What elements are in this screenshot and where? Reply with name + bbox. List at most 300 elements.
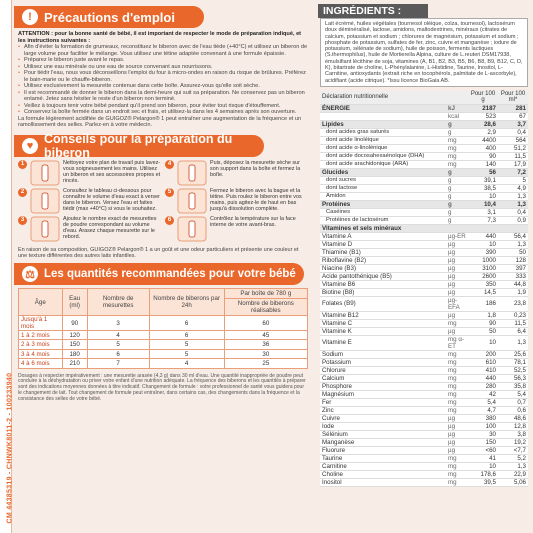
precaution-item: • Préparez le biberon juste avant le repas.: [18, 57, 308, 64]
nutrition-row: [320, 358, 528, 366]
nutrition-row: [320, 272, 528, 280]
col-per-box-sub: Nombre de biberons réalisables: [224, 299, 307, 316]
nutrition-cell-a: 42: [468, 390, 498, 398]
nutrition-cell-b: 35,8: [498, 382, 528, 390]
table-row: [19, 340, 308, 349]
nutrition-cell-u: mg: [446, 406, 468, 414]
nutrition-row: [320, 264, 528, 272]
nutrition-cell-b: 23,8: [498, 296, 528, 311]
nutrition-cell-b: 25,6: [498, 350, 528, 358]
step-text: Fermez le biberon avec la bague et la tétine. Puis roulez le biberon entre vos mains, puis agitez-le de haut en bas jusqu'à dissolution complète.: [210, 187, 302, 213]
nutrition-cell-u: mg: [446, 478, 468, 486]
step-text: Contrôlez la température sur la face interne de votre avant-bras.: [210, 215, 296, 228]
nutrition-cell-l: Niacine (B3): [320, 264, 446, 272]
nutrition-cell-a: 178,6: [468, 470, 498, 478]
nutrition-cell-u: µg-ER: [446, 232, 468, 240]
warning-icon: !: [22, 9, 38, 25]
cell-water: 90: [62, 316, 87, 331]
cell-water: 210: [62, 359, 87, 368]
nutrition-cell-l: Biotine (B8): [320, 288, 446, 296]
nutrition-cell-l: Iode: [320, 422, 446, 430]
nutrition-cell-a: 10: [468, 240, 498, 248]
nutrition-row: [320, 454, 528, 462]
nutrition-cell-b: 56,4: [498, 232, 528, 240]
nutrition-cell-a: 150: [468, 438, 498, 446]
nutrition-cell-u: mg: [446, 136, 468, 144]
nutrition-row: [320, 200, 528, 208]
nutrition-cell-b: 4,9: [498, 184, 528, 192]
nutrition-cell-a: 100: [468, 422, 498, 430]
nutrition-cell-a: 2600: [468, 272, 498, 280]
step-number: 2: [18, 188, 27, 197]
nutrition-cell-a: 38,5: [468, 184, 498, 192]
cell-scoops: 5: [87, 340, 149, 349]
step-number: 4: [165, 160, 174, 169]
nutrition-row: [320, 446, 528, 454]
precautions-text: [14, 28, 312, 132]
nutrition-cell-l: [320, 112, 446, 120]
nutrition-cell-a: 56: [468, 168, 498, 176]
nutrition-cell-b: 56,3: [498, 374, 528, 382]
nutrition-cell-a: 1,8: [468, 311, 498, 319]
nutrition-row: [320, 406, 528, 414]
nutrition-cell-a: 39,5: [468, 478, 498, 486]
nutrition-cell-u: µg: [446, 327, 468, 335]
nutrition-row: [320, 430, 528, 438]
precaution-item: • Utilisez exclusivement la mesurette contenue dans cette boîte. Assurez-vous qu'elle soit sèche.: [18, 83, 308, 90]
nutrition-cell-l: Sélénium: [320, 430, 446, 438]
nutrition-cell-a: 14,5: [468, 288, 498, 296]
nutrition-cell-u: µg: [446, 264, 468, 272]
ingredients-title: INGRÉDIENTS :: [318, 4, 428, 18]
nutrition-cell-l: Protéines de lactosérum: [320, 216, 446, 224]
nutrition-cell-a: 3,1: [468, 208, 498, 216]
step-illustration-icon: [30, 188, 60, 214]
cell-age: 2 à 3 mois: [19, 340, 63, 349]
cell-scoops: 7: [87, 359, 149, 368]
nutrition-row: [320, 160, 528, 168]
nutrition-cell-l: dont acide linoléique: [320, 136, 446, 144]
nutrition-cell-u: mg: [446, 390, 468, 398]
nutrition-cell-u: µg: [446, 311, 468, 319]
nutrition-cell-u: µg: [446, 414, 468, 422]
nutrition-cell-l: Taurine: [320, 454, 446, 462]
col-bottles: Nombre de biberons par 24h: [149, 289, 224, 316]
nutrition-row: [320, 240, 528, 248]
nutrition-cell-u: mg α-ET: [446, 335, 468, 350]
nutrition-cell-a: 7,3: [468, 216, 498, 224]
prep-title: Conseils pour la préparation du biberon: [44, 131, 233, 160]
nutrition-cell-u: µg: [446, 438, 468, 446]
cell-water: 120: [62, 331, 87, 340]
nutrition-cell-l: Vitamine B12: [320, 311, 446, 319]
scale-icon: ⚖: [22, 266, 38, 282]
left-column: [14, 0, 312, 533]
nutrition-cell-a: 28,6: [468, 120, 498, 128]
nutrition-cell-b: 3,8: [498, 430, 528, 438]
step-number: 3: [18, 216, 27, 225]
nutrition-cell-a: 90: [468, 152, 498, 160]
quantities-table: [18, 288, 308, 369]
nutrition-cell-a: 440: [468, 232, 498, 240]
nutrition-cell-a: 200: [468, 350, 498, 358]
nutrition-cell-l: Thiamine (B1): [320, 248, 446, 256]
prep-step: [18, 216, 161, 242]
nutrition-cell-l: Glucides: [320, 168, 446, 176]
step-illustration-icon: [177, 216, 207, 242]
nutrition-cell-b: 0,4: [498, 128, 528, 136]
nutrition-cell-b: 1,3: [498, 200, 528, 208]
nutrition-cell-l: Vitamine A: [320, 232, 446, 240]
quantities-header: [14, 263, 304, 285]
nutrition-cell-a: 10: [468, 192, 498, 200]
cell-water: 150: [62, 340, 87, 349]
nutrition-cell-l: dont lactose: [320, 184, 446, 192]
step-text: Puis, déposez la mesurette sèche sur son support dans la boîte et fermez la boîte.: [210, 159, 301, 178]
nutrition-cell-l: Inositol: [320, 478, 446, 486]
col-water: Eau (ml): [62, 289, 87, 316]
nutrition-cell-b: 44,8: [498, 280, 528, 288]
nutrition-cell-a: 440: [468, 374, 498, 382]
nutrition-cell-a: [468, 224, 498, 232]
nutrition-cell-b: 1,9: [498, 288, 528, 296]
nutrition-cell-u: mg: [446, 470, 468, 478]
nutrition-row: [320, 192, 528, 200]
nutrition-cell-b: 128: [498, 256, 528, 264]
prep-header: [14, 131, 264, 160]
nutrition-cell-l: Folates (B9): [320, 296, 446, 311]
table-row: [19, 316, 308, 331]
nutrition-cell-u: g: [446, 176, 468, 184]
nutrition-cell-a: 140: [468, 160, 498, 168]
nutrition-header-col1: Pour 100 g: [468, 91, 498, 105]
nutrition-cell-u: g: [446, 192, 468, 200]
nutrition-cell-b: 78,1: [498, 358, 528, 366]
nutrition-cell-a: 2,9: [468, 128, 498, 136]
nutrition-cell-l: Vitamine B6: [320, 280, 446, 288]
nutrition-cell-l: Fer: [320, 398, 446, 406]
nutrition-cell-b: 50: [498, 248, 528, 256]
step-illustration-icon: [177, 160, 207, 186]
nutrition-row: [320, 398, 528, 406]
nutrition-row: [320, 152, 528, 160]
nutrition-cell-u: µg: [446, 240, 468, 248]
nutrition-cell-u: µg: [446, 280, 468, 288]
col-scoops: Nombre de mesurettes: [87, 289, 149, 316]
nutrition-cell-l: Vitamine K: [320, 327, 446, 335]
prep-note: En raison de sa composition, GUIGOZ® Pelargon® 1 a un goût et une odeur particuliers et présente une couleur et une texture différentes des autres laits infantiles.: [18, 246, 299, 259]
quantities-title: Les quantités recommandées pour votre bébé: [44, 268, 296, 281]
nutrition-cell-l: dont acide α-linolénique: [320, 144, 446, 152]
nutrition-cell-u: µg: [446, 288, 468, 296]
cell-box: 30: [224, 349, 307, 358]
nutrition-cell-b: [498, 224, 528, 232]
nutrition-cell-u: mg: [446, 382, 468, 390]
precaution-item: • Il est recommandé de donner le biberon dans la demi-heure qui suit sa préparation. Ne conservez pas un biberon entamé. Jetez sans hésiter le reste d'un biberon non terminé.: [18, 90, 308, 103]
baby-bottle-icon: ♥: [22, 138, 38, 154]
nutrition-cell-a: 50: [468, 327, 498, 335]
nutrition-cell-u: mg: [446, 350, 468, 358]
nutrition-cell-b: 333: [498, 272, 528, 280]
nutrition-cell-b: 1,3: [498, 240, 528, 248]
nutrition-cell-b: 5,06: [498, 478, 528, 486]
nutrition-row: [320, 136, 528, 144]
nutrition-cell-l: dont sucres: [320, 176, 446, 184]
precautions-header: [14, 6, 204, 28]
nutrition-cell-l: Vitamine D: [320, 240, 446, 248]
nutrition-cell-l: Choline: [320, 470, 446, 478]
precautions-list: [18, 44, 308, 116]
nutrition-cell-b: 1,3: [498, 335, 528, 350]
precaution-item: • Afin d'éviter la formation de grumeaux, reconstituez le biberon avec de l'eau tiède (+40°C) et utilisez un biberon de large volume pour faciliter le mélange. Vous utilisez une tétine adaptée convenant à une formule épaissie.: [18, 44, 308, 57]
nutrition-row: [320, 144, 528, 152]
step-number: 5: [165, 188, 174, 197]
cell-age: Jusqu'à 1 mois: [19, 316, 63, 331]
nutrition-row: [320, 390, 528, 398]
nutrition-cell-a: 523: [468, 112, 498, 120]
precaution-item: • Veillez à toujours tenir votre bébé pendant qu'il prend son biberon, pour éviter tout risque d'étouffement.: [18, 103, 308, 110]
nutrition-cell-u: mg: [446, 160, 468, 168]
nutrition-row: [320, 128, 528, 136]
col-age: Âge: [19, 289, 63, 316]
nutrition-row: [320, 120, 528, 128]
nutrition-cell-b: 17,9: [498, 160, 528, 168]
nutrition-cell-a: 610: [468, 358, 498, 366]
nutrition-cell-l: Vitamine E: [320, 335, 446, 350]
nutrition-cell-u: µg-EFA: [446, 296, 468, 311]
nutrition-cell-b: 7,2: [498, 168, 528, 176]
nutrition-cell-u: mg: [446, 144, 468, 152]
nutrition-cell-l: Fluorure: [320, 446, 446, 454]
nutrition-cell-u: mg: [446, 374, 468, 382]
step-text: Consultez le tableau ci-dessous pour connaître le volume d'eau exact à verser dans le biberon. Versez l'eau et faites tiédir (max +40°C) si vous le souhaitez.: [63, 187, 160, 213]
nutrition-cell-a: 4,7: [468, 406, 498, 414]
nutrition-cell-u: kcal: [446, 112, 468, 120]
nutrition-cell-b: 3,7: [498, 120, 528, 128]
nutrition-cell-l: ÉNERGIE: [320, 104, 446, 112]
nutrition-cell-l: dont acide docosahexaénoïque (DHA): [320, 152, 446, 160]
nutrition-cell-l: Potassium: [320, 358, 446, 366]
cell-age: 4 à 6 mois: [19, 359, 63, 368]
nutrition-row: [320, 216, 528, 224]
precautions-title: Précautions d'emploi: [44, 9, 175, 25]
nutrition-row: [320, 104, 528, 112]
nutrition-row: [320, 288, 528, 296]
nutrition-cell-a: <60: [468, 446, 498, 454]
table-row: [19, 359, 308, 368]
step-illustration-icon: [30, 216, 60, 242]
cell-bottles: 5: [149, 349, 224, 358]
cell-bottles: 6: [149, 331, 224, 340]
nutrition-cell-b: <7,7: [498, 446, 528, 454]
nutrition-cell-a: 1000: [468, 256, 498, 264]
prep-steps: [14, 157, 312, 245]
precaution-item: • Pour tiédir l'eau, nous vous déconseillons l'emploi du four à micro-ondes en raison du risque de brûlures. Préférez le bain-marie ou le chauffe-biberon.: [18, 70, 308, 83]
nutrition-cell-a: 4400: [468, 136, 498, 144]
nutrition-cell-l: Lipides: [320, 120, 446, 128]
nutrition-row: [320, 462, 528, 470]
nutrition-cell-a: 10,4: [468, 200, 498, 208]
side-code: CM 44385319 - CHNWK8011-2 - 100233940: [6, 372, 14, 524]
cell-box: 45: [224, 331, 307, 340]
nutrition-cell-u: µg: [446, 256, 468, 264]
nutrition-cell-a: 30: [468, 430, 498, 438]
cell-bottles: 5: [149, 340, 224, 349]
nutrition-cell-a: 280: [468, 382, 498, 390]
cell-scoops: 4: [87, 331, 149, 340]
nutrition-cell-u: g: [446, 184, 468, 192]
nutrition-cell-b: 67: [498, 112, 528, 120]
nutrition-cell-b: 1,3: [498, 192, 528, 200]
nutrition-cell-b: 12,8: [498, 422, 528, 430]
nutrition-cell-b: 6,4: [498, 327, 528, 335]
cell-bottles: 6: [149, 316, 224, 331]
nutrition-cell-b: 1,3: [498, 462, 528, 470]
prep-step: [18, 188, 161, 214]
nutrition-cell-l: Sodium: [320, 350, 446, 358]
right-column: [318, 0, 530, 533]
nutrition-cell-b: 51,2: [498, 144, 528, 152]
precaution-item: • Utilisez une eau minérale ou une eau de source convenant aux nourrissons.: [18, 64, 308, 71]
cell-box: 25: [224, 359, 307, 368]
nutrition-cell-l: Zinc: [320, 406, 446, 414]
prep-step: [165, 188, 308, 214]
nutrition-cell-b: 11,5: [498, 152, 528, 160]
nutrition-cell-l: Chlorure: [320, 366, 446, 374]
nutrition-cell-a: 3100: [468, 264, 498, 272]
nutrition-row: [320, 311, 528, 319]
nutrition-row: [320, 438, 528, 446]
prep-step: [18, 160, 161, 186]
nutrition-cell-a: 380: [468, 414, 498, 422]
nutrition-cell-a: 10: [468, 335, 498, 350]
nutrition-cell-u: [446, 224, 468, 232]
nutrition-cell-a: 90: [468, 319, 498, 327]
nutrition-cell-a: 390: [468, 248, 498, 256]
cell-box: 36: [224, 340, 307, 349]
nutrition-cell-u: mg: [446, 152, 468, 160]
nutrition-cell-l: Amidon: [320, 192, 446, 200]
nutrition-cell-u: g: [446, 168, 468, 176]
nutrition-row: [320, 296, 528, 311]
nutrition-cell-b: 0,4: [498, 208, 528, 216]
nutrition-cell-u: µg: [446, 430, 468, 438]
nutrition-cell-l: Calcium: [320, 374, 446, 382]
nutrition-row: [320, 382, 528, 390]
nutrition-cell-u: µg: [446, 422, 468, 430]
nutrition-cell-l: Caséines: [320, 208, 446, 216]
nutrition-row: [320, 470, 528, 478]
nutrition-cell-a: 41: [468, 454, 498, 462]
nutrition-cell-b: 281: [498, 104, 528, 112]
nutrition-cell-u: mg: [446, 462, 468, 470]
nutrition-cell-b: 0,7: [498, 398, 528, 406]
nutrition-cell-l: Carnitine: [320, 462, 446, 470]
nutrition-cell-b: 52,5: [498, 366, 528, 374]
nutrition-row: [320, 112, 528, 120]
nutrition-cell-l: Vitamines et sels minéraux: [320, 224, 446, 232]
nutrition-cell-b: 5,4: [498, 390, 528, 398]
nutrition-cell-u: µg: [446, 272, 468, 280]
nutrition-row: [320, 256, 528, 264]
nutrition-row: [320, 280, 528, 288]
nutrition-cell-b: 5,2: [498, 454, 528, 462]
nutrition-cell-u: g: [446, 120, 468, 128]
nutrition-row: [320, 184, 528, 192]
step-illustration-icon: [30, 160, 60, 186]
nutrition-row: [320, 319, 528, 327]
nutrition-cell-a: 2187: [468, 104, 498, 112]
nutrition-row: [320, 327, 528, 335]
nutrition-row: [320, 168, 528, 176]
nutrition-cell-l: dont acide arachidonique (ARA): [320, 160, 446, 168]
nutrition-table: [320, 91, 528, 487]
nutrition-cell-a: 39,1: [468, 176, 498, 184]
nutrition-row: [320, 366, 528, 374]
nutrition-row: [320, 335, 528, 350]
nutrition-cell-a: 186: [468, 296, 498, 311]
nutrition-row: [320, 350, 528, 358]
nutrition-row: [320, 374, 528, 382]
nutrition-cell-b: 48,6: [498, 414, 528, 422]
nutrition-cell-u: mg: [446, 358, 468, 366]
nutrition-cell-l: Cuivre: [320, 414, 446, 422]
precautions-closing: La formule légèrement acidifiée de GUIGOZ® Pelargon® 1 peut entraîner une augmentation de la fréquence et un ramollissement des selles. Parlez-en à votre médecin.: [18, 115, 302, 128]
nutrition-cell-b: 564: [498, 136, 528, 144]
nutrition-row: [320, 224, 528, 232]
nutrition-cell-a: 5,4: [468, 398, 498, 406]
nutrition-cell-b: 11,5: [498, 319, 528, 327]
nutrition-cell-l: dont acides gras saturés: [320, 128, 446, 136]
cell-age: 1 à 2 mois: [19, 331, 63, 340]
precaution-item: • Conservez la boîte fermée dans un endroit sec et frais, et utilisez-la dans les 4 semaines après son ouverture.: [18, 109, 308, 116]
nutrition-cell-l: Vitamine C: [320, 319, 446, 327]
nutrition-cell-b: 22,9: [498, 470, 528, 478]
nutrition-header-label: Déclaration nutritionnelle: [320, 91, 468, 105]
nutrition-cell-b: 0,23: [498, 311, 528, 319]
quantities-footnote: Dosages à respecter impérativement : une mesurette arasée (4,3 g) dans 30 ml d'eau. Une quantité inappropriée de poudre peut conduire à la déshydratation ou priver votre enfant d'une nutrition adéquate. La fréquence des biberons et les quantités à préparer sont des indications moyennes données à titre indicatif. Changement de formule : votre professionnel de santé vous guidera pour le changement de lait. Tout changement de formule peut entraîner, dans certains cas, des changements dans la fréquence et la consistance des selles de votre bébé.: [18, 372, 306, 402]
nutrition-cell-u: µg: [446, 248, 468, 256]
nutrition-cell-b: 0,6: [498, 406, 528, 414]
cell-box: 60: [224, 316, 307, 331]
nutrition-header-col2: Pour 100 ml*: [498, 91, 528, 105]
table-row: [19, 349, 308, 358]
nutrition-cell-u: g: [446, 216, 468, 224]
cell-age: 3 à 4 mois: [19, 349, 63, 358]
step-text: Ajoutez le nombre exact de mesurettes de poudre correspondant au volume d'eau. Arasez chaque mesurette sur le rebord.: [63, 215, 157, 241]
step-number: 6: [165, 216, 174, 225]
nutrition-cell-b: 0,9: [498, 216, 528, 224]
nutrition-row: [320, 422, 528, 430]
nutrition-cell-u: mg: [446, 319, 468, 327]
col-per-box: Par boîte de 780 g: [224, 289, 307, 299]
cell-scoops: 3: [87, 316, 149, 331]
step-number: 1: [18, 160, 27, 169]
nutrition-cell-u: µg: [446, 446, 468, 454]
nutrition-cell-u: g: [446, 128, 468, 136]
nutrition-cell-u: g: [446, 200, 468, 208]
cell-scoops: 6: [87, 349, 149, 358]
nutrition-row: [320, 208, 528, 216]
nutrition-cell-a: 10: [468, 462, 498, 470]
prep-step: [165, 160, 308, 186]
nutrition-cell-b: 5: [498, 176, 528, 184]
nutrition-cell-a: 410: [468, 366, 498, 374]
nutrition-cell-u: mg: [446, 366, 468, 374]
nutrition-cell-b: 397: [498, 264, 528, 272]
nutrition-cell-l: Riboflavine (B2): [320, 256, 446, 264]
nutrition-row: [320, 232, 528, 240]
